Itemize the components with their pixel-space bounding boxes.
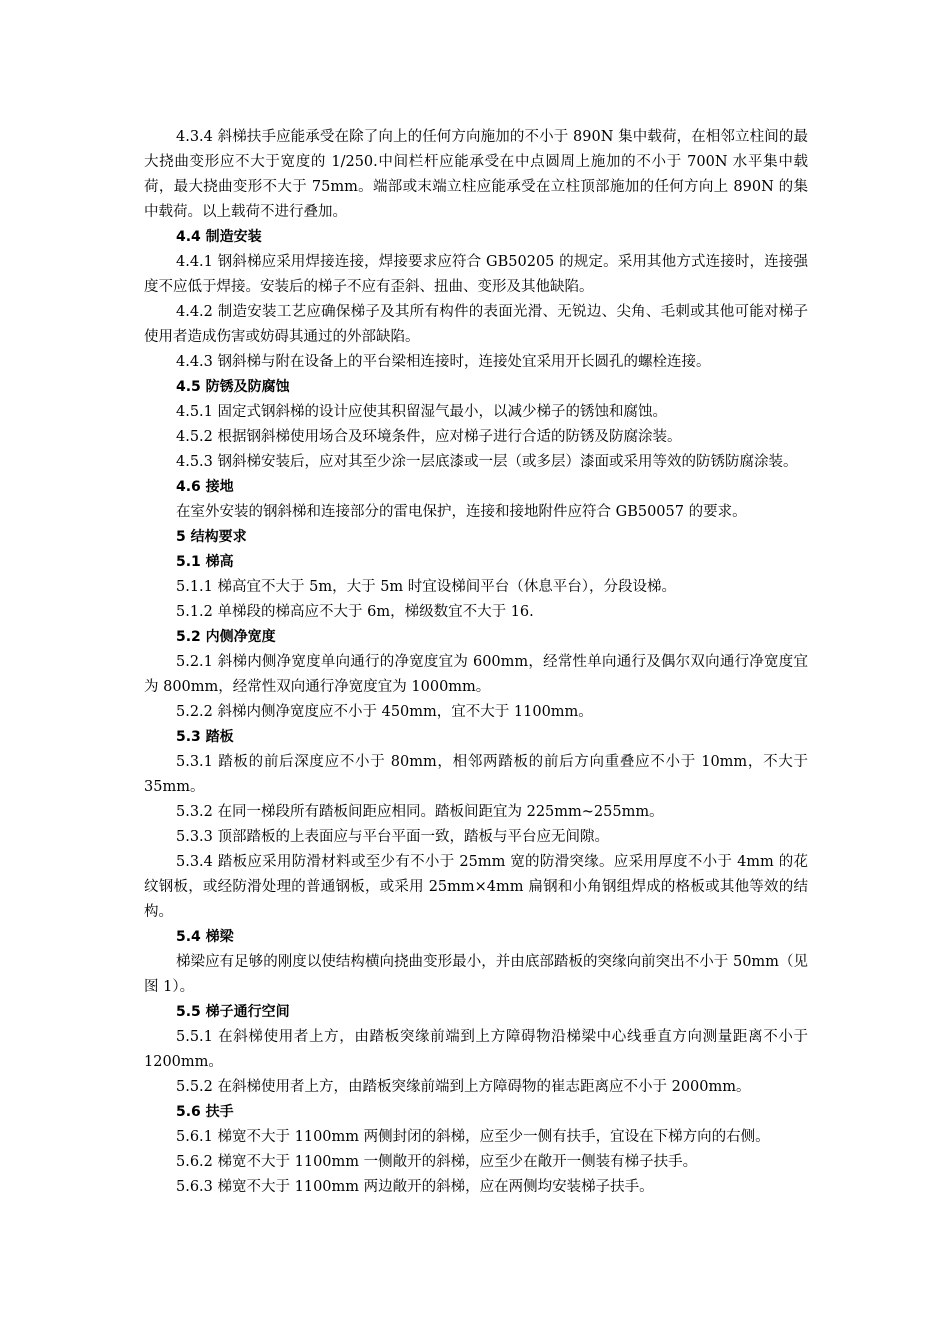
paragraph: 5.5.1 在斜梯使用者上方，由踏板突缘前端到上方障碍物沿梯梁中心线垂直方向测量距离不小于 1200mm。 <box>144 1029 808 1070</box>
paragraph: 在室外安装的钢斜梯和连接部分的雷电保护，连接和接地附件应符合 GB50057 的要求。 <box>176 504 747 520</box>
section-heading: 5 结构要求 <box>176 529 247 545</box>
paragraph: 4.4.3 钢斜梯与附在设备上的平台梁相连接时，连接处宜采用开长圆孔的螺栓连接。 <box>176 354 711 370</box>
paragraph: 5.6.2 梯宽不大于 1100mm 一侧敞开的斜梯，应至少在敞开一侧装有梯子扶手。 <box>176 1154 698 1170</box>
section-heading: 5.1 梯高 <box>176 554 234 570</box>
paragraph: 5.6.3 梯宽不大于 1100mm 两边敞开的斜梯，应在两侧均安装梯子扶手。 <box>176 1179 654 1195</box>
section-heading: 5.4 梯梁 <box>176 929 234 945</box>
section-heading: 5.6 扶手 <box>176 1104 234 1120</box>
section-heading: 4.5 防锈及防腐蚀 <box>176 379 290 395</box>
paragraph: 5.5.2 在斜梯使用者上方，由踏板突缘前端到上方障碍物的崔志距离应不小于 2000mm。 <box>176 1079 751 1095</box>
paragraph: 梯梁应有足够的刚度以使结构横向挠曲变形最小，并由底部踏板的突缘向前突出不小于 50mm（见图 1）。 <box>144 954 808 995</box>
paragraph: 5.3.3 顶部踏板的上表面应与平台平面一致，踏板与平台应无间隙。 <box>176 829 610 845</box>
paragraph: 4.4.2 制造安装工艺应确保梯子及其所有构件的表面光滑、无锐边、尖角、毛刺或其他可能对梯子使用者造成伤害或妨碍其通过的外部缺陷。 <box>144 304 808 345</box>
paragraph: 5.1.1 梯高宜不大于 5m，大于 5m 时宜设梯间平台（休息平台），分段设梯。 <box>176 579 677 595</box>
section-heading: 5.2 内侧净宽度 <box>176 629 276 645</box>
paragraph: 4.5.2 根据钢斜梯使用场合及环境条件，应对梯子进行合适的防锈及防腐涂装。 <box>176 429 682 445</box>
paragraph: 4.5.1 固定式钢斜梯的设计应使其积留湿气最小，以减少梯子的锈蚀和腐蚀。 <box>176 404 668 420</box>
section-heading: 4.4 制造安装 <box>176 229 262 245</box>
paragraph: 4.3.4 斜梯扶手应能承受在除了向上的任何方向施加的不小于 890N 集中载荷，在相邻立柱间的最大挠曲变形应不大于宽度的 1/250.中间栏杆应能承受在中点圆周上施加的不小于 700N 水平集中载荷，最大挠曲变形不大于 75mm。端部或末端立柱应能承受在立柱顶部施加的任何方向上 890N 的集中载荷。以上载荷不进行叠加。 <box>144 129 808 220</box>
paragraph: 5.3.4 踏板应采用防滑材料或至少有不小于 25mm 宽的防滑突缘。应采用厚度不小于 4mm 的花纹钢板，或经防滑处理的普通钢板，或采用 25mm×4mm 扁钢和小角钢组焊成的格板或其他等效的结构。 <box>144 854 808 920</box>
paragraph: 5.6.1 梯宽不大于 1100mm 两侧封闭的斜梯，应至少一侧有扶手，宜设在下梯方向的右侧。 <box>176 1129 770 1145</box>
paragraph: 5.2.1 斜梯内侧净宽度单向通行的净宽度宜为 600mm，经常性单向通行及偶尔双向通行净宽度宜为 800mm，经常性双向通行净宽度宜为 1000mm。 <box>144 654 808 695</box>
paragraph: 4.5.3 钢斜梯安装后，应对其至少涂一层底漆或一层（或多层）漆面或采用等效的防锈防腐涂装。 <box>176 454 798 470</box>
paragraph: 4.4.1 钢斜梯应采用焊接连接，焊接要求应符合 GB50205 的规定。采用其他方式连接时，连接强度不应低于焊接。安装后的梯子不应有歪斜、扭曲、变形及其他缺陷。 <box>144 254 808 295</box>
section-heading: 5.5 梯子通行空间 <box>176 1004 290 1020</box>
section-heading: 5.3 踏板 <box>176 729 234 745</box>
paragraph: 5.3.1 踏板的前后深度应不小于 80mm，相邻两踏板的前后方向重叠应不小于 10mm，不大于 35mm。 <box>144 754 808 795</box>
paragraph: 5.3.2 在同一梯段所有踏板间距应相同。踏板间距宜为 225mm~255mm。 <box>176 804 664 820</box>
section-heading: 4.6 接地 <box>176 479 234 495</box>
paragraph: 5.2.2 斜梯内侧净宽度应不小于 450mm，宜不大于 1100mm。 <box>176 704 593 720</box>
document-body <box>144 125 808 1200</box>
paragraph: 5.1.2 单梯段的梯高应不大于 6m，梯级数宜不大于 16. <box>176 604 534 620</box>
